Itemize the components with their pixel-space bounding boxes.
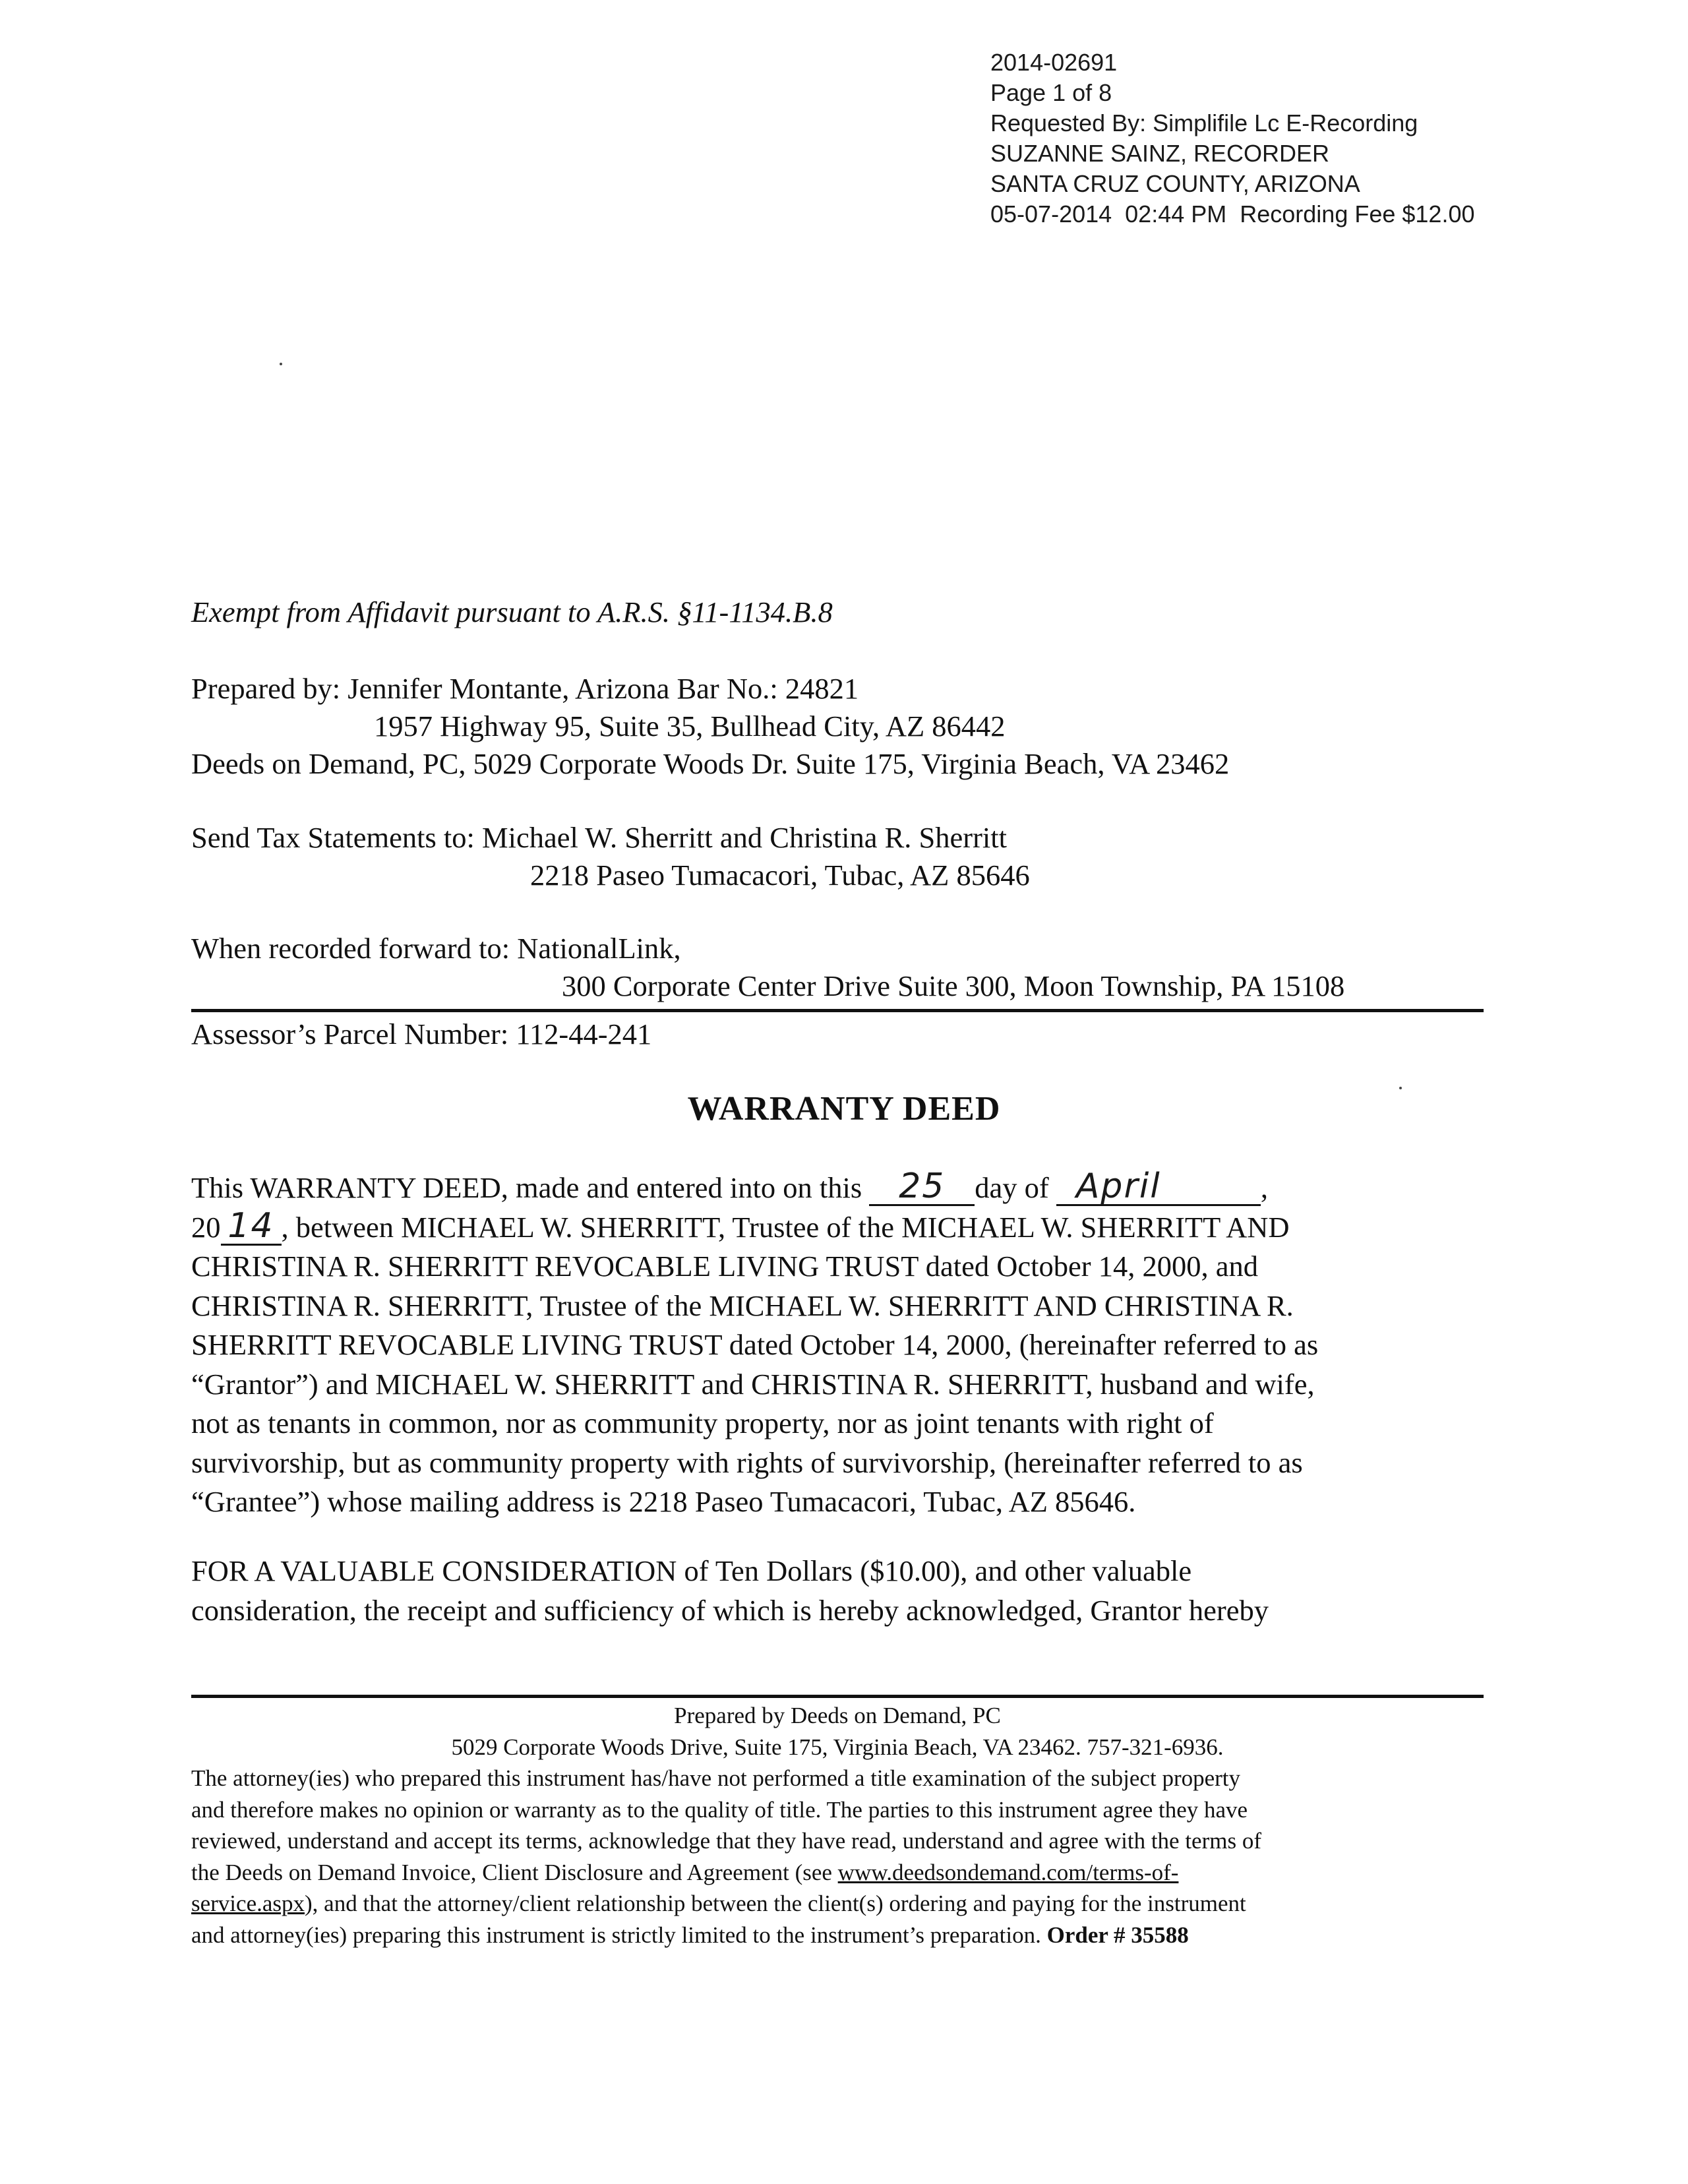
deed-line: “Grantor”) and MICHAEL W. SHERRITT and CHRISTINA R. SHERRITT, husband and wife,	[191, 1367, 1315, 1401]
send-tax-statements-line: Send Tax Statements to: Michael W. Sherritt and Christina R. Sherritt	[191, 821, 1007, 854]
footer-disclaimer-line: The attorney(ies) who prepared this instrument has/have not performed a title examination of the subject property	[191, 1765, 1241, 1791]
footer-disclaimer-text: and attorney(ies) preparing this instrument is strictly limited to the instrument’s preparation.	[191, 1922, 1047, 1948]
deed-paragraph	[191, 1168, 1497, 1522]
year-blank	[221, 1205, 282, 1246]
prepared-by-address: 1957 Highway 95, Suite 35, Bullhead City, AZ 86442	[374, 710, 1006, 743]
consideration-paragraph	[191, 1552, 1497, 1630]
month-blank	[1056, 1167, 1261, 1206]
recorded-forward-address: 300 Corporate Center Drive Suite 300, Moon Township, PA 15108	[562, 969, 1345, 1002]
deed-line: survivorship, but as community property with rights of survivorship, (hereinafter referred to as	[191, 1445, 1303, 1479]
handwritten-year: 14	[227, 1205, 274, 1246]
footer-disclaimer-text: ), and that the attorney/client relationship between the client(s) ordering and paying for the instrument	[305, 1891, 1246, 1916]
day-of-text: day of	[975, 1171, 1049, 1204]
header-divider	[191, 1009, 1484, 1012]
prepared-by-line: Prepared by: Jennifer Montante, Arizona Bar No.: 24821	[191, 672, 859, 705]
requested-by: Requested By: Simplifile Lc E-Recording	[990, 109, 1418, 136]
assessor-parcel-number: Assessor’s Parcel Number: 112-44-241	[191, 1017, 652, 1050]
deed-line: CHRISTINA R. SHERRITT, Trustee of the MICHAEL W. SHERRITT AND CHRISTINA R.	[191, 1289, 1294, 1322]
recorder-name: SUZANNE SAINZ, RECORDER	[990, 140, 1330, 167]
footer-disclaimer-text: the Deeds on Demand Invoice, Client Disclosure and Agreement (see	[191, 1859, 838, 1885]
deed-line: not as tenants in common, nor as community property, nor as joint tenants with right of	[191, 1407, 1214, 1440]
deed-line: “Grantee”) whose mailing address is 2218 Paseo Tumacacori, Tubac, AZ 85646.	[191, 1485, 1136, 1518]
handwritten-day: 25	[899, 1167, 946, 1206]
recording-stamp	[990, 47, 1474, 229]
scan-speck	[280, 363, 282, 365]
handwritten-month: April	[1075, 1167, 1161, 1206]
deed-line: CHRISTINA R. SHERRITT REVOCABLE LIVING TRUST dated October 14, 2000, and	[191, 1250, 1258, 1283]
document-number: 2014-02691	[990, 49, 1118, 76]
county-name: SANTA CRUZ COUNTY, ARIZONA	[990, 170, 1360, 197]
deed-line: SHERRITT REVOCABLE LIVING TRUST dated October 14, 2000, (hereinafter referred to as	[191, 1328, 1319, 1361]
deed-intro-text: This WARRANTY DEED, made and entered into on this	[191, 1171, 862, 1204]
recording-datetime-fee: 05-07-2014 02:44 PM Recording Fee $12.00	[990, 200, 1475, 228]
preparer-disclaimer	[191, 1700, 1484, 1951]
day-blank	[869, 1167, 975, 1206]
footer-disclaimer-line: reviewed, understand and accept its terms, acknowledge that they have read, understand and agree with the terms of	[191, 1828, 1261, 1854]
consideration-line: FOR A VALUABLE CONSIDERATION of Ten Dollars ($10.00), and other valuable	[191, 1554, 1192, 1587]
terms-of-service-link-continued[interactable]: service.aspx	[191, 1891, 305, 1916]
footer-preparer: Prepared by Deeds on Demand, PC	[674, 1703, 1001, 1728]
document-title: WARRANTY DEED	[687, 1090, 1001, 1128]
consideration-line: consideration, the receipt and sufficiency of which is hereby acknowledged, Grantor hereby	[191, 1593, 1269, 1627]
deed-parties-text: , between MICHAEL W. SHERRITT, Trustee of the MICHAEL W. SHERRITT AND	[281, 1210, 1290, 1244]
page-count: Page 1 of 8	[990, 79, 1112, 106]
exempt-statement: Exempt from Affidavit pursuant to A.R.S. §11-1134.B.8	[191, 595, 833, 628]
order-number: Order # 35588	[1046, 1922, 1189, 1948]
prepared-by-firm: Deeds on Demand, PC, 5029 Corporate Woods Dr. Suite 175, Virginia Beach, VA 23462	[191, 747, 1230, 780]
footer-divider	[191, 1695, 1484, 1698]
send-tax-address: 2218 Paseo Tumacacori, Tubac, AZ 85646	[530, 859, 1030, 892]
footer-disclaimer-line: and therefore makes no opinion or warranty as to the quality of title. The parties to this instrument agree they have	[191, 1796, 1248, 1823]
terms-of-service-link[interactable]: www.deedsondemand.com/terms-of-	[837, 1859, 1179, 1885]
comma-text: ,	[1260, 1171, 1268, 1204]
recorded-forward-line: When recorded forward to: NationalLink,	[191, 932, 681, 965]
year-prefix: 20	[191, 1210, 221, 1244]
footer-address: 5029 Corporate Woods Drive, Suite 175, Virginia Beach, VA 23462. 757-321-6936.	[451, 1734, 1224, 1760]
